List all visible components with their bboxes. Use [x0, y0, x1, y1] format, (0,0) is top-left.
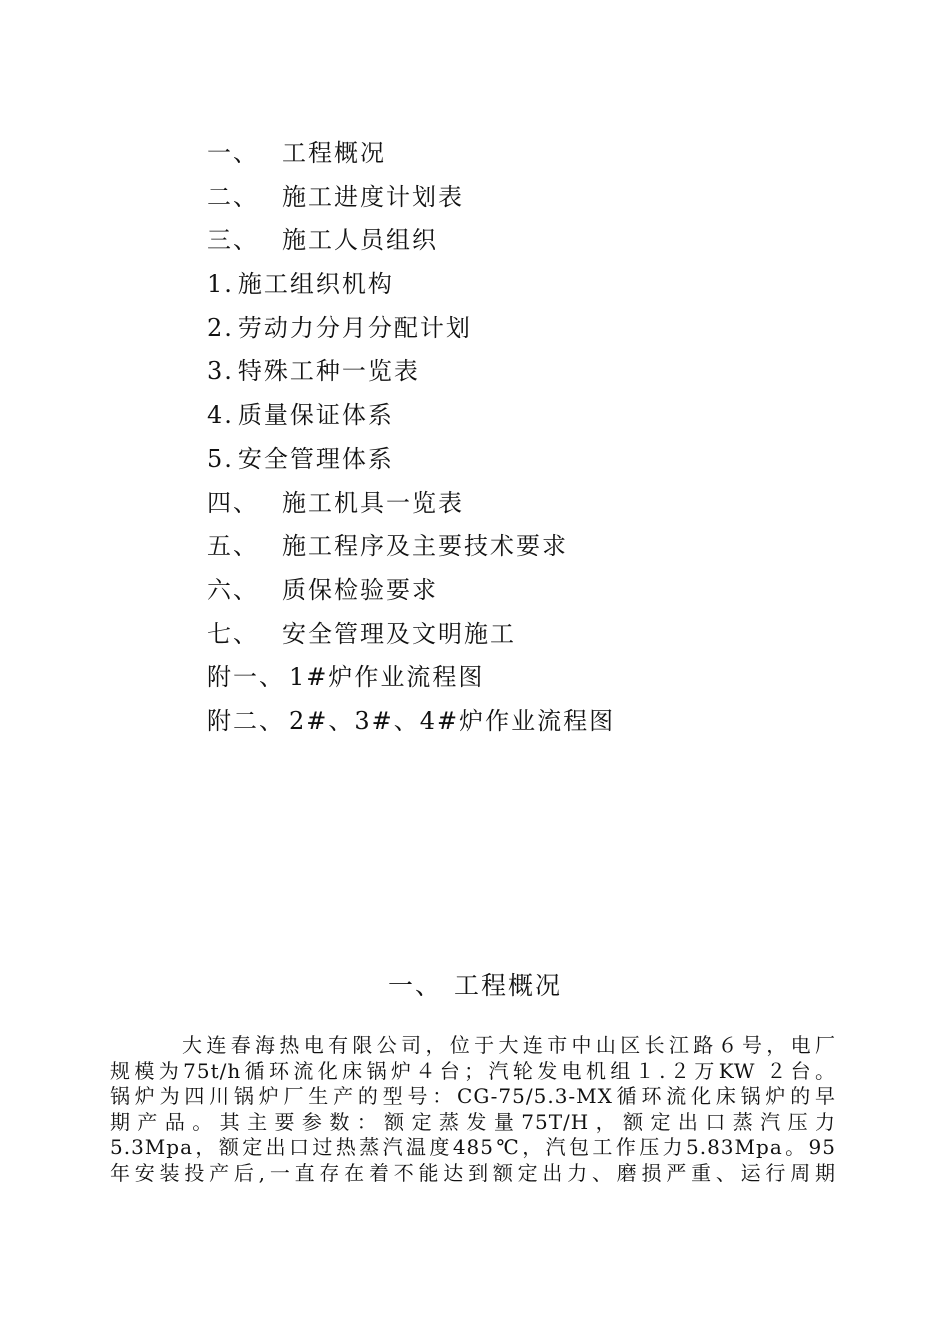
toc-number: 一、: [207, 139, 259, 167]
paragraph-line: 年安装投产后,一直存在着不能达到额定出力、磨损严重、运行周期: [110, 1160, 836, 1185]
toc-number: 五、: [207, 532, 259, 561]
toc-title: 施工程序及主要技术要求: [282, 532, 568, 561]
toc-title: 质保检验要求: [282, 575, 438, 604]
toc-number: 5.: [207, 444, 234, 473]
paragraph-line: 锅炉为四川锅炉厂生产的型号：CG-75/5.3-MX循环流化床锅炉的早: [110, 1084, 836, 1108]
section-title: 工程概况: [453, 971, 562, 1000]
toc-item: [207, 222, 827, 266]
toc-number: 附二、: [207, 706, 285, 735]
toc-title: 施工进度计划表: [282, 182, 464, 211]
toc-subitem: [207, 310, 827, 354]
toc-title: 施工人员组织: [282, 226, 438, 255]
table-of-contents: [207, 135, 827, 747]
paragraph-line: 规模为75t/h循环流化床锅炉４台；汽轮发电机组１.２万KW ２台。: [110, 1058, 836, 1083]
toc-number: 附一、: [207, 663, 285, 692]
toc-number: 七、: [207, 619, 259, 648]
toc-item: [207, 616, 827, 660]
section-heading: [0, 966, 950, 1006]
toc-number: 1.: [207, 270, 234, 299]
toc-item: [207, 135, 827, 179]
toc-title: 工程概况: [282, 139, 386, 167]
toc-title: 2#、3#、4#炉作业流程图: [289, 706, 616, 735]
toc-subitem: [207, 397, 827, 441]
toc-title: 施工机具一览表: [282, 488, 464, 517]
toc-item: [207, 572, 827, 616]
toc-item: [207, 528, 827, 572]
toc-number: 4.: [207, 401, 234, 430]
toc-title: 施工组织机构: [237, 270, 394, 299]
toc-title: 质量保证体系: [237, 401, 394, 430]
toc-number: 二、: [207, 182, 259, 211]
toc-title: 1#炉作业流程图: [289, 663, 485, 692]
toc-subitem: [207, 266, 827, 310]
paragraph-line: 大连春海热电有限公司，位于大连市中山区长江路６号，电厂: [182, 1033, 836, 1057]
toc-number: 3.: [207, 357, 234, 386]
toc-subitem: [207, 441, 827, 485]
toc-appendix-item: [207, 703, 827, 747]
toc-number: 六、: [207, 575, 259, 604]
toc-title: 安全管理及文明施工: [282, 619, 516, 648]
toc-title: 劳动力分月分配计划: [237, 313, 472, 342]
section-number: 一、: [387, 971, 442, 1000]
toc-title: 特殊工种一览表: [237, 357, 420, 386]
toc-title: 安全管理体系: [237, 444, 394, 473]
toc-number: 三、: [207, 226, 259, 255]
toc-number: 四、: [207, 488, 259, 517]
paragraph-line: 5.3Mpa，额定出口过热蒸汽温度485℃，汽包工作压力5.83Mpa。95: [110, 1135, 836, 1159]
toc-appendix-item: [207, 659, 827, 703]
toc-item: [207, 485, 827, 529]
toc-item: [207, 179, 827, 223]
toc-subitem: [207, 353, 827, 397]
body-paragraph: [110, 1033, 836, 1186]
toc-number: 2.: [207, 313, 234, 342]
paragraph-line: 期产品。其主要参数：额定蒸发量75T/H，额定出口蒸汽压力: [110, 1109, 836, 1134]
